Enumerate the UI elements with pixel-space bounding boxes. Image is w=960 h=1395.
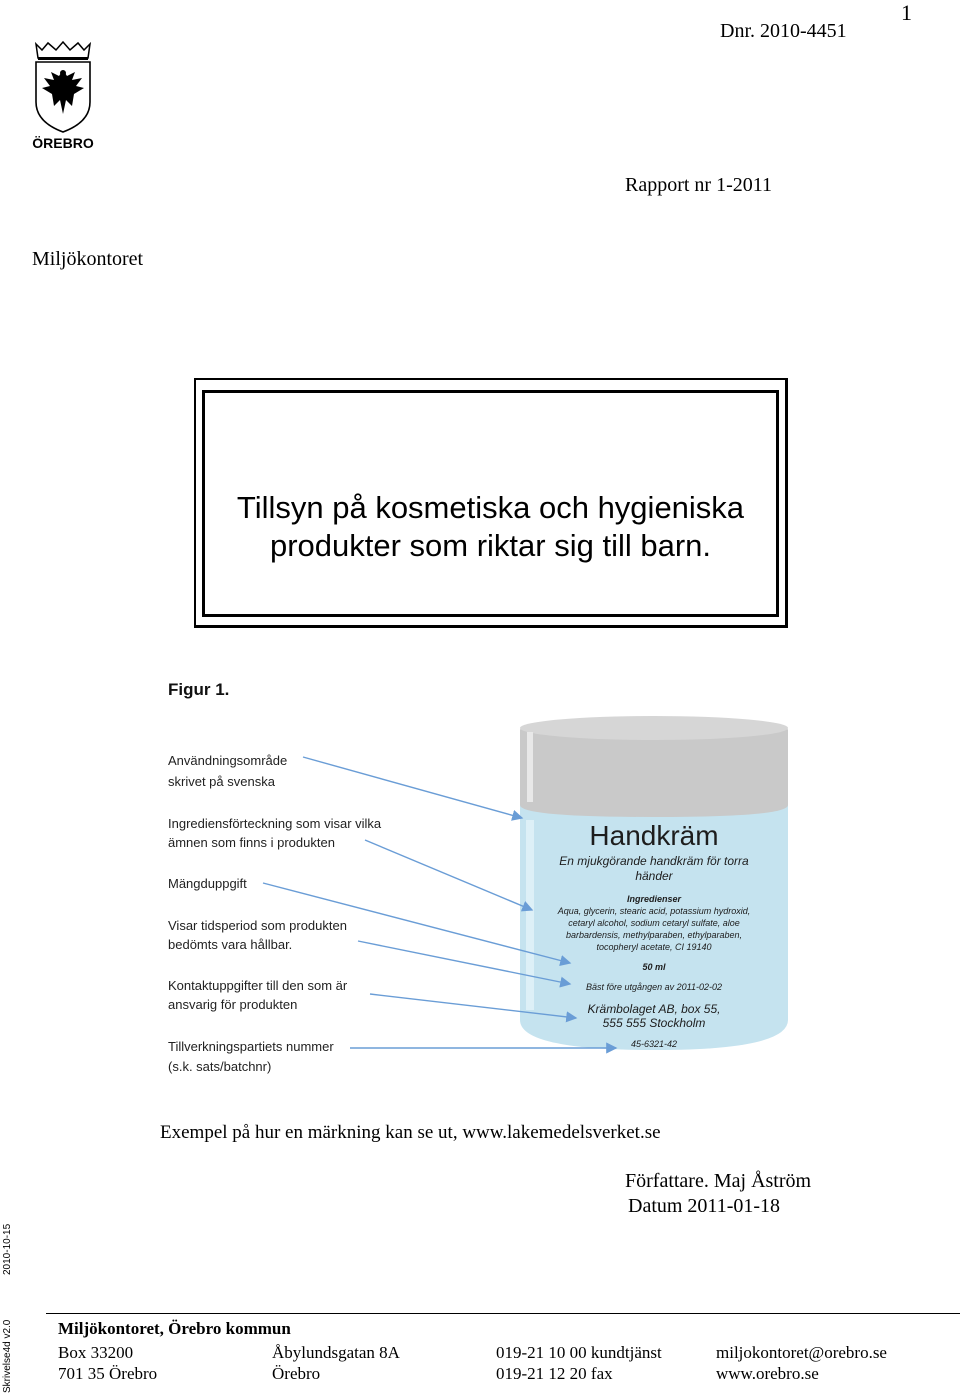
- office-name: Miljökontoret: [32, 248, 144, 270]
- figure-text: Kontaktuppgifter till den som är: [168, 978, 348, 993]
- figure-text: skrivet på svenska: [168, 774, 275, 789]
- report-number: Rapport nr 1-2011: [625, 174, 773, 196]
- orebro-logo: [28, 40, 98, 152]
- side-template-id: Skrivelse4d v2.0: [2, 1319, 13, 1393]
- figure-text: ämnen som finns i produkten: [168, 835, 335, 850]
- figure-text: händer: [635, 869, 673, 883]
- side-date: 2010-10-15: [2, 1223, 13, 1275]
- footer-organization: Miljökontoret, Örebro kommun: [58, 1319, 291, 1338]
- figure-text: (s.k. sats/batchnr): [168, 1059, 272, 1074]
- figure-text: 555 555 Stockholm: [602, 1016, 706, 1030]
- title-box: [194, 378, 788, 628]
- figure-text: Användningsområde: [168, 753, 288, 768]
- figure-text: cetaryl alcohol, sodium cetaryl sulfate, aloe: [568, 918, 740, 928]
- footer-fax: 019-21 12 20 fax: [496, 1364, 613, 1383]
- figure-text: Aqua, glycerin, stearic acid, potassium hydroxid,: [557, 906, 751, 916]
- page-number: 1: [901, 0, 912, 25]
- figure-text: Krämbolaget AB, box 55,: [587, 1002, 721, 1016]
- label-shelf-life: [168, 918, 347, 952]
- figure-text: Ingredienser: [626, 894, 682, 904]
- figure-text: Bäst före utgången av 2011-02-02: [586, 982, 722, 992]
- title-line-2: produkter som riktar sig till barn.: [269, 528, 712, 563]
- document-date: Datum 2011-01-18: [628, 1195, 781, 1217]
- figure-text: ansvarig för produkten: [168, 997, 298, 1012]
- footer-email: miljokontoret@orebro.se: [716, 1343, 887, 1362]
- arrow-ingredients: [365, 840, 532, 910]
- figure-heading: Figur 1.: [168, 680, 230, 699]
- figure-text: Tillverkningspartiets nummer: [168, 1039, 334, 1054]
- label-usage: [168, 753, 287, 789]
- footer-divider: [46, 1313, 960, 1314]
- svg-text:ÖREBRO: ÖREBRO: [32, 135, 94, 151]
- figure-text: 45-6321-42: [630, 1039, 678, 1049]
- footer-address-line1: Box 33200: [58, 1343, 134, 1362]
- figure-1: [160, 670, 810, 1090]
- label-ingredients: [168, 816, 382, 850]
- footer-city: Örebro: [272, 1364, 321, 1383]
- label-contact: [168, 978, 348, 1012]
- figure-text: Mängduppgift: [168, 876, 247, 891]
- figure-text: bedömts vara hållbar.: [168, 937, 293, 952]
- footer-street: Åbylundsgatan 8A: [272, 1343, 400, 1362]
- figure-text: En mjukgörande handkräm för torra: [559, 854, 749, 868]
- figure-text: Handkräm: [589, 820, 719, 851]
- footer-website: www.orebro.se: [716, 1364, 819, 1383]
- figure-text: barbardensis, methylparaben, ethylparaben,: [565, 930, 743, 940]
- figure-caption: Exempel på hur en märkning kan se ut, www.lakemedelsverket.se: [160, 1122, 661, 1143]
- footer-address-line2: 701 35 Örebro: [58, 1364, 158, 1383]
- arrow-usage: [303, 757, 522, 818]
- figure-text: 50 ml: [642, 962, 666, 972]
- figure-text: tocopheryl acetate, CI 19140: [596, 942, 712, 952]
- cream-jar: [520, 716, 788, 1050]
- label-amount: [168, 876, 247, 891]
- coat-of-arms-icon: [28, 40, 98, 152]
- figure-text: Ingrediensförteckning som visar vilka: [168, 816, 382, 831]
- footer-phone: 019-21 10 00 kundtjänst: [496, 1343, 662, 1362]
- title-line-1: Tillsyn på kosmetiska och hygieniska: [236, 490, 745, 525]
- document-number: Dnr. 2010-4451: [720, 20, 847, 42]
- figure-text: Visar tidsperiod som produkten: [168, 918, 347, 933]
- report-title: [205, 489, 776, 565]
- author: Författare. Maj Åström: [625, 1170, 812, 1192]
- title-inner-frame: [202, 390, 779, 617]
- label-batch: [168, 1039, 334, 1074]
